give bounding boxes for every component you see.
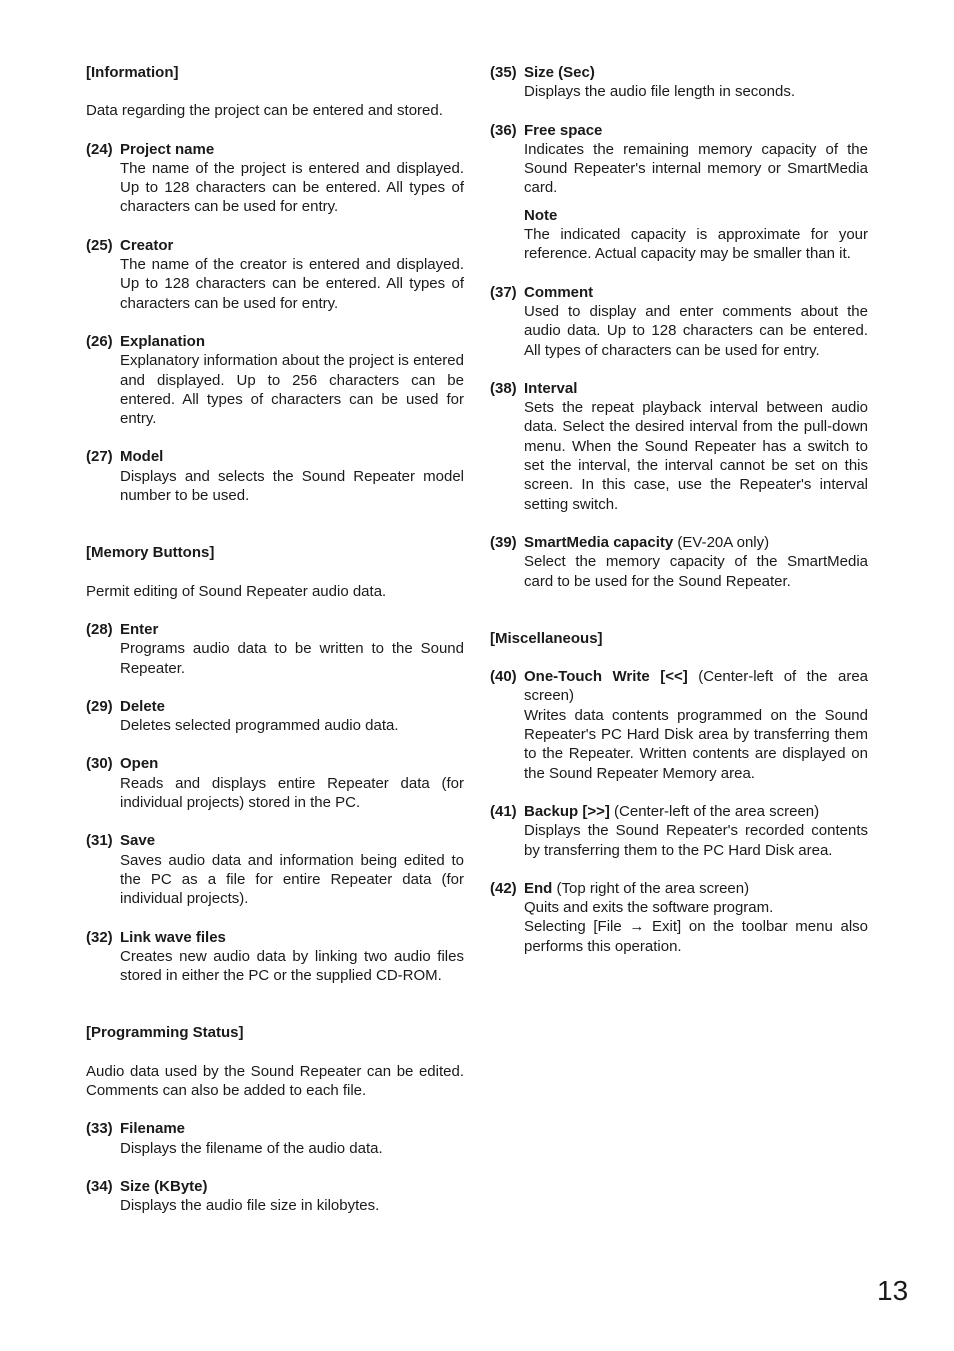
item-title: Open	[120, 755, 159, 773]
item-body: Explanatory information about the project is entered and displayed. Up to 256 characters can be entered. All types of characters can be used for entry.	[120, 352, 464, 428]
item-delete	[86, 697, 464, 736]
item-number: (41)	[490, 802, 517, 820]
item-body: Displays the audio file length in seconds.	[524, 83, 795, 101]
item-number: (32)	[86, 928, 113, 946]
item-qualifier: (Top right of the area screen)	[552, 879, 750, 897]
item-end	[490, 879, 868, 956]
item-title: Model	[120, 448, 164, 466]
item-title: Save	[120, 832, 156, 850]
miscellaneous-heading: [Miscellaneous]	[490, 629, 603, 647]
item-title: Explanation	[120, 332, 206, 350]
information-description: Data regarding the project can be entered and stored.	[86, 102, 443, 120]
item-project-name	[86, 140, 464, 217]
item-title: Free space	[524, 121, 603, 139]
item-save	[86, 831, 464, 908]
item-number: (34)	[86, 1177, 113, 1195]
item-number: (42)	[490, 879, 517, 897]
item-open	[86, 754, 464, 812]
item-creator	[86, 236, 464, 313]
item-body: Programs audio data to be written to the Sound Repeater.	[120, 640, 464, 677]
item-number: (24)	[86, 140, 113, 158]
item-one-touch-write	[490, 667, 868, 783]
item-free-space	[490, 121, 868, 264]
item-number: (40)	[490, 668, 517, 686]
item-number: (35)	[490, 64, 517, 81]
item-number: (25)	[86, 236, 113, 254]
memory-buttons-description: Permit editing of Sound Repeater audio data.	[86, 582, 387, 600]
item-number: (29)	[86, 697, 113, 715]
item-body: Quits and exits the software program.	[524, 899, 774, 917]
item-number: (33)	[86, 1120, 113, 1138]
item-number: (27)	[86, 448, 113, 466]
item-size-sec	[490, 63, 868, 102]
item-title: Backup [>>]	[524, 802, 610, 820]
item-title: SmartMedia capacity	[524, 533, 674, 551]
item-title: End	[524, 879, 553, 897]
item-number: (36)	[490, 121, 517, 139]
item-body: Select the memory capacity of the SmartMedia card to be used for the Sound Repeater.	[524, 553, 868, 590]
item-body: The name of the creator is entered and displayed. Up to 128 characters can be entered. All types of characters can be used for entry.	[120, 256, 464, 312]
memory-buttons-heading: [Memory Buttons]	[86, 544, 215, 562]
item-qualifier: (Center-left of the area screen)	[524, 668, 869, 705]
item-number: (30)	[86, 755, 113, 773]
left-column	[86, 63, 464, 1215]
item-title: Comment	[524, 283, 594, 301]
item-explanation	[86, 332, 464, 428]
note-block	[524, 206, 868, 264]
item-body: Deletes selected programmed audio data.	[120, 717, 399, 735]
item-interval	[490, 379, 868, 514]
note-body: The indicated capacity is approximate for your reference. Actual capacity may be smaller than it.	[524, 226, 868, 263]
item-number: (37)	[490, 283, 517, 301]
item-smartmedia-capacity	[490, 533, 868, 591]
item-body: Displays the audio file size in kilobytes.	[120, 1197, 380, 1215]
item-link-wave-files	[86, 928, 464, 986]
item-number: (31)	[86, 832, 113, 850]
item-enter	[86, 620, 464, 678]
item-body: Displays the Sound Repeater's recorded contents by transferring them to the PC Hard Disk area.	[524, 822, 868, 859]
information-heading: [Information]	[86, 64, 179, 81]
item-title: Enter	[120, 620, 159, 638]
item-body: Writes data contents programmed on the Sound Repeater's PC Hard Disk area by transferring them to the Repeater. Written contents are displayed on the Sound Repeater Memory area.	[524, 706, 868, 782]
item-body: The name of the project is entered and displayed. Up to 128 characters can be entered. All types of characters can be used for entry.	[120, 159, 464, 216]
programming-status-heading: [Programming Status]	[86, 1024, 244, 1042]
item-body: Sets the repeat playback interval between audio data. Select the desired interval from the pull-down menu. When the Sound Repeater has a switch to set the interval, the interval cannot be set on this screen. In this case, use the Repeater's interval setting switch.	[524, 399, 868, 513]
item-qualifier: (Center-left of the area screen)	[609, 802, 820, 820]
item-body: Saves audio data and information being edited to the PC as a file for entire Repeater data (for individual projects).	[120, 851, 464, 908]
item-number: (39)	[490, 533, 517, 551]
right-column	[490, 63, 868, 956]
item-model	[86, 447, 464, 505]
item-title: Delete	[120, 697, 166, 715]
item-backup	[490, 802, 868, 860]
item-body-extra: Selecting [File → Exit] on the toolbar menu also performs this operation.	[524, 918, 868, 955]
item-title: Creator	[120, 236, 174, 254]
item-title: Size (Sec)	[524, 64, 595, 81]
item-body: Creates new audio data by linking two audio files stored in either the PC or the supplied CD-ROM.	[120, 947, 464, 985]
item-title: One-Touch Write [<<]	[524, 668, 688, 686]
item-filename	[86, 1119, 464, 1158]
item-number: (26)	[86, 332, 113, 350]
page-number: 13	[877, 1275, 909, 1306]
item-number: (28)	[86, 620, 113, 638]
item-body: Reads and displays entire Repeater data (for individual projects) stored in the PC.	[120, 774, 464, 812]
item-title: Link wave files	[120, 928, 226, 946]
item-title: Project name	[120, 140, 215, 158]
item-size-kbyte	[86, 1177, 464, 1216]
item-comment	[490, 283, 868, 360]
item-qualifier: (EV-20A only)	[673, 533, 770, 551]
note-title: Note	[524, 206, 558, 224]
item-body: Displays and selects the Sound Repeater model number to be used.	[120, 467, 464, 505]
item-body: Indicates the remaining memory capacity of the Sound Repeater's internal memory or SmartMedia card.	[524, 140, 868, 197]
item-body: Used to display and enter comments about the audio data. Up to 128 characters can be entered. All types of characters can be used for entry.	[524, 302, 868, 359]
item-title: Size (KByte)	[120, 1177, 208, 1195]
programming-status-description: Audio data used by the Sound Repeater can be edited. Comments can also be added to each file.	[86, 1062, 464, 1099]
item-title: Filename	[120, 1120, 186, 1138]
item-body: Displays the filename of the audio data.	[120, 1139, 383, 1157]
item-title: Interval	[524, 379, 578, 397]
item-number: (38)	[490, 379, 517, 397]
